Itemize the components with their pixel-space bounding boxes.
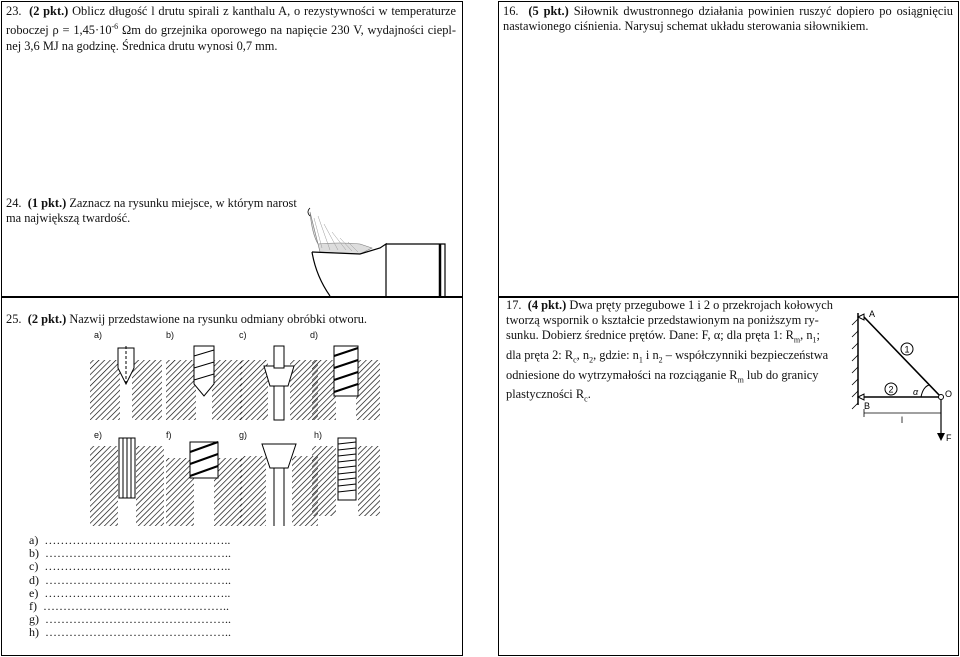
answer-row[interactable]: b) ………………………………………..: [29, 546, 231, 561]
label-angle: α: [913, 387, 919, 397]
question-24: 24. (1 pkt.) Zaznacz na rysunku miejsce, w którym narost ma największą twardość.: [6, 196, 297, 226]
answer-row[interactable]: a) ………………………………………..: [29, 533, 231, 547]
question-23: 23. (2 pkt.) Oblicz długość l drutu spirali z kanthalu A, o rezystywności w temperaturze roboczej $\rho = 1,45\cdot 10^{-6}$ Ωm do grzejnika oporowego na napięcie 230 V, wydajności ciepl- nej 3,6 MJ na godzinę. Średnica drutu wynosi 0,7 mm.: [6, 4, 456, 53]
fig-label-g: g): [239, 430, 248, 440]
fig-c: [240, 346, 318, 420]
answer-lines: [29, 534, 231, 640]
fig-b: [166, 346, 242, 420]
fig-a: [90, 346, 162, 420]
label-force: F: [946, 433, 952, 443]
fig-label-c: c): [239, 330, 247, 340]
fig-label-f: f): [166, 430, 172, 440]
label-length: l: [901, 415, 903, 425]
fig-label-e: e): [94, 430, 103, 440]
hole-machining-figures: [80, 326, 380, 526]
answer-row[interactable]: e) ………………………………………..: [29, 585, 231, 600]
question-16: 16. (5 pkt.) Siłownik dwustronnego działania powinien ruszyć dopiero po osiągnięciu nastawionego ciśnienia. Narysuj schemat układu sterowania siłownikiem.: [503, 4, 954, 34]
label-bar-1: 1: [904, 344, 910, 355]
fig-d: [312, 346, 380, 420]
answer-row[interactable]: c) ………………………………………..: [29, 559, 231, 574]
panel-q16: [498, 1, 959, 297]
fig-e: [90, 438, 164, 526]
answer-row[interactable]: g) ………………………………………..: [29, 612, 231, 627]
bracket-figure: [845, 305, 957, 450]
fig-label-a: a): [94, 330, 103, 340]
fig-label-h: h): [314, 430, 323, 440]
label-point-a: A: [869, 309, 876, 319]
fig-label-d: d): [310, 330, 319, 340]
question-25: 25. (2 pkt.) Nazwij przedstawione na rysunku odmiany obróbki otworu.: [6, 312, 368, 326]
label-point-b: B: [864, 401, 871, 411]
answer-row[interactable]: d) ………………………………………..: [29, 572, 231, 587]
answer-row[interactable]: f) ………………………………………..: [29, 599, 229, 614]
tool-edge-figure: [300, 204, 460, 296]
label-point-o: O: [945, 389, 953, 399]
question-17: 17. (4 pkt.) Dwa pręty przegubowe 1 i 2 o przekrojach kołowych tworzą wspornik o kształcie przedstawionym na poniższym ry- sunku. Dobierz średnice prętów. Dane: F, α; dla pręta 1: $R_m$, $n_1$; dla pręta 2: $R_c$, $n_2$, gdzie: $n_1$ i $n_2$ – współczynniki bezpieczeństwa odniesione do wytrzymałości na rozciąganie $R_m$ lub do granicy plastyczności $R_c$.: [506, 298, 833, 404]
label-bar-2: 2: [888, 384, 894, 395]
fig-label-b: b): [166, 330, 175, 340]
fig-h: [312, 438, 380, 516]
fig-f: [166, 442, 242, 526]
answer-row[interactable]: h) ………………………………………..: [29, 625, 231, 640]
fig-g: [240, 444, 318, 526]
